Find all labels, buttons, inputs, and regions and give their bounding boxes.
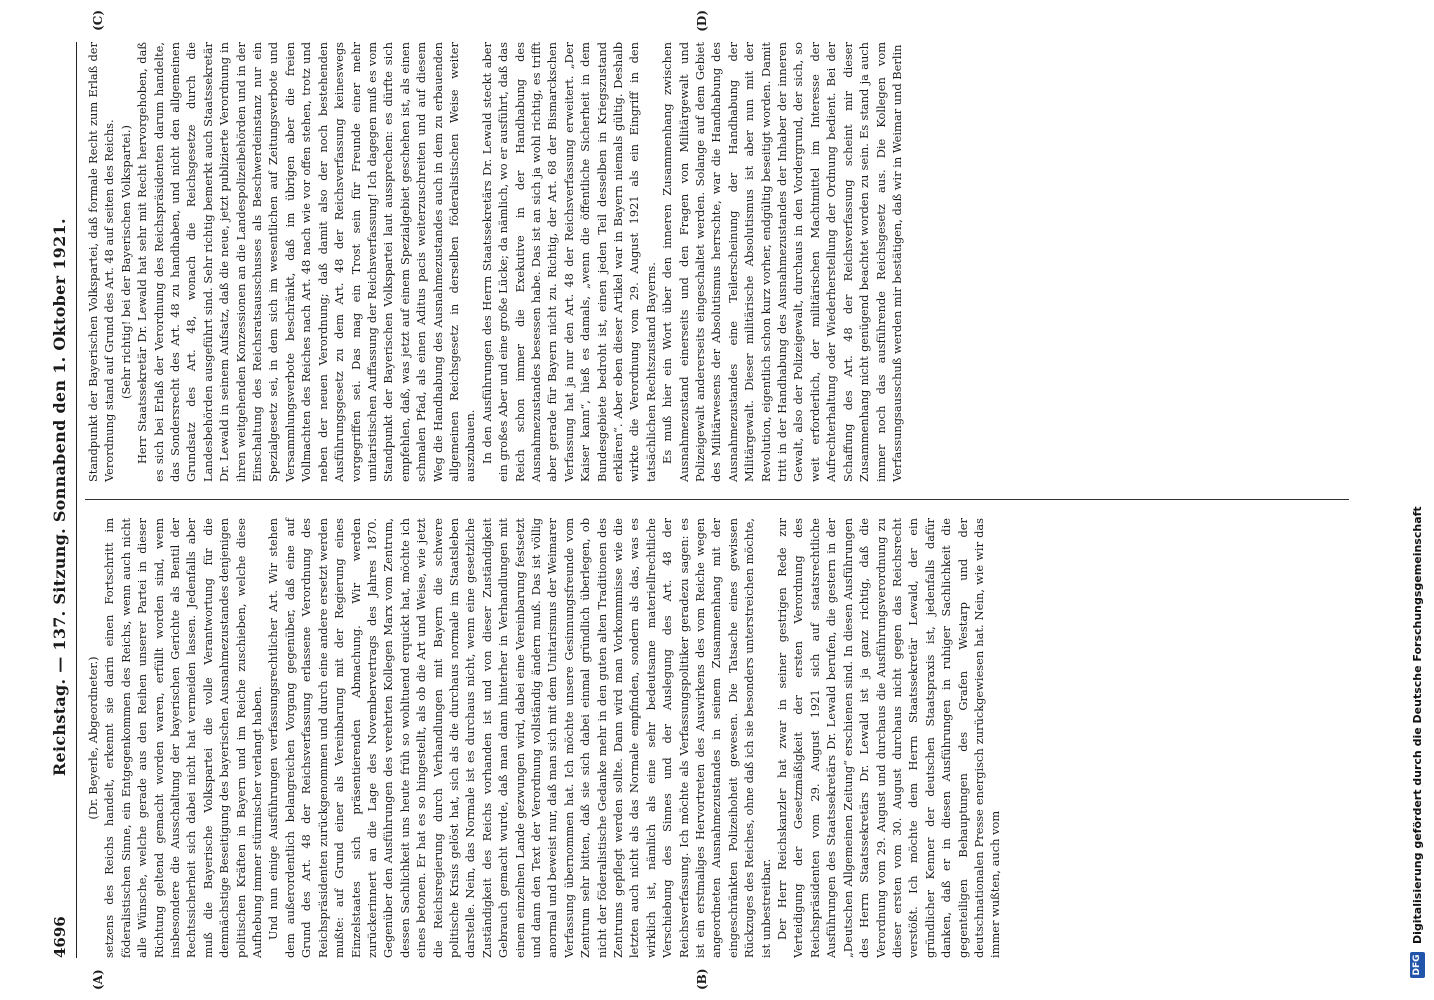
paragraph: Und nun einige Ausführungen verfassungsrechtlicher Art. Wir stehen dem außerordentlich belangreichen Vorgang gegenüber, daß eine auf Grund des Art. 48 der Reichsverfassung erlassene Verordnung des Reichspräsidenten zurückgenommen und durch eine andere ersetzt werden mußte: auf Grund einer als Vereinbarung mit der Regierung eines Einzelstaates sich präsentierenden Abmachung. Wir werden zurückerinnert an die Lage des Novembervertrags des Jahres 1870. Gegenüber den Ausführungen des verehrten Kollegen Marx vom Zentrum, dessen Sachlichkeit uns heute früh so wohltuend erquickt hat, möchte ich eines betonen. Er hat es so hingestellt, als ob die Art und Weise, wie jetzt die Reichsregierung durch Verhandlungen mit Bayern die schwere politische Krisis gelöst hat, sich als die durchaus normale im Staatsleben darstelle. Nein, das Normale ist es durchaus nicht, wenn eine gesetzliche Zuständigkeit des Reichs vorhanden ist und von dieser Zuständigkeit Gebrauch gemacht wurde, daß man dann hinterher in Verhandlungen mit einem einzelnen Lande gezwungen wird, dabei eine Vereinbarung festsetzt und dann den Text der Verordnung vollständig ändern muß. Das ist völlig anormal und beweist nur, daß man sich mit dem Unitarismus der Weimarer Verfassung übernommen hat. Ich möchte unsere Gesinnungsfreunde vom Zentrum sehr bitten, daß sie sich dabei einmal gründlich überlegen, ob nicht der föderalistische Gedanke mehr in den guten alten Traditionen des Zentrums gepflegt werden sollte. Dann wird man Vorkommnisse wie die letzten auch nicht als das Normale empfinden, sondern als das, was es wirklich ist, nämlich als eine sehr bedeutsame materiellrechtliche Verschiebung des Sinnes und der Auslegung des Art. 48 der Reichsverfassung. Ich möchte als Verfassungspolitiker geradezu sagen: es ist ein erstmaliges Hervortreten des Auswirkens des vom Reiche wegen angeordneten Ausnahmezustandes in seinem Zusammenhang mit der eingeschränkten Polizeihoheit gewesen. Die Tatsache eines gewissen Rückzuges des Reiches, ohne daß ich sie besonders unterstreichen möchte, ist unbestreitbar. <box>266 517 773 958</box>
paragraph: Herr Staatssekretär Dr. Lewald hat sehr mit Recht hervorgehoben, daß es sich bei Erlaß der Verordnung des Reichspräsidenten darum handelte, das Sondersrecht des Art. 48 zu handhaben, und nicht den allgemeinen Grundsatz des Art. 48, wonach die Reichsgesetze durch die Landesbehörden ausgeführt sind. Sehr richtig bemerkt auch Staatssekretär Dr. Lewald in seinem Aufsatz, daß die neue, jetzt publizierte Verordnung in ihren weitgehenden Konzessionen an die Landespolizeibehörden und in der Einschaltung des Reichsratsausschusses als Beschwerdeinstanz nur ein Spezialgesetz sei, in dem sich im wesentlichen auf Zeitungsverbote und Versammlungsverbote beschränkt, daß im übrigen aber die freien Vollmachten des Reiches nach Art. 48 nach wie vor offen stehen, trotz und neben der neuen Verordnung; daß damit also der noch bestehenden Ausführungsgesetz zu dem Art. 48 der Reichsverfassung keineswegs vorgegriffen sei. Das mag ein Trost sein für Freunde einer mehr unitaristischen Auffassung der Reichsverfassung! Ich dagegen muß es vom Standpunkt der Bayerischen Volkspartei laut aussprechen: es dürfte sich empfehlen, daß, was jetzt auf einem Spezialgebiet geschehen ist, als einen schmalen Pfad, als einen Aditus pacis weiterzuschreiten und auf diesem Weg die Handhabung des Ausnahmezustandes auch in dem zu erbauenden allgemeinen Reichsgesetz in derselben föderalistischen Weise weiter auszubauen. <box>135 42 478 482</box>
page-title: Reichstag. — 137. Sitzung. Sonnabend den 1. Oktober 1921. <box>50 218 69 777</box>
left-column <box>85 500 1349 958</box>
digitization-footer <box>1400 0 1434 1000</box>
paragraph: Der Herr Reichskanzler hat zwar in seiner gestrigen Rede zur Verteidigung der Gesetzmäßigkeit der ersten Verordnung des Reichspräsidenten vom 29. August 1921 sich auf staatsrechtliche Ausführungen des Staatssekretärs Dr. Lewald berufen, die gestern in der „Deutschen Allgemeinen Zeitung“ erschienen sind. In diesen Ausführungen des Herrn Staatssekretärs Dr. Lewald ist ja ganz richtig, daß die Verordnung vom 29. August und durchaus die Ausführungsverordnung zu dieser ersten vom 30. August durchaus nicht gegen das Reichsrecht verstößt. Ich möchte dem Herrn Staatssekretär Lewald, der ein gründlicher Kenner der deutschen Staatspraxis ist, jedenfalls dafür danken, daß er in diesen Ausführungen in ruhiger Sachlichkeit die gegenteiligen Behauptungen des Grafen Westarp und der deutschnationalen Presse energisch zurückgewiesen hat. Nein, wie wir das immer wußten, auch vom <box>775 518 1003 958</box>
page-number: 4696 <box>51 916 69 958</box>
margin-marker-a: (A) <box>91 969 105 990</box>
paragraph: setzens des Reichs handelt, erkennt sie darin einen Fortschritt im föderalistischen Sinne, ein Entgegenkommen des Reichs, wenn auch nicht alle Wünsche, welche gerade aus den Reihen unserer Partei in dieser Richtung geltend gemacht worden waren, erfüllt worden sind, wenn insbesondere die Ausschaltung der bayerischen Gerichte als Bentil der Rechtssicherheit sich dabei nicht hat vermeiden lassen. Jedenfalls aber muß die Bayerische Volkspartei die volle Verantwortung für die demnächstige Beseitigung des bayerischen Ausnahmezustandes denjenigen politischen Kräften in Bayern und im Reiche zuschieben, welche diese Aufhebung immer stürmischer verlangt haben. <box>102 518 265 958</box>
paragraph: (Sehr richtig! bei der Bayerischen Volkspartei.) <box>118 125 133 399</box>
right-column <box>85 42 1349 500</box>
paragraph: Standpunkt der Bayerischen Volkspartei, daß formale Recht zum Erlaß der Verordnung stand auf Grund des Art. 48 auf seiten des Reichs. <box>86 42 117 482</box>
digitization-note: Digitalisierung gefördert durch die Deutsche Forschungsgemeinschaft <box>1410 506 1424 944</box>
text-columns <box>85 10 1349 990</box>
paragraph: Es muß hier ein Wort über den inneren Zusammenhang zwischen Ausnahmezustand einerseits und den Fragen von Militärgewalt und Polizeigewalt andererseits eingeschaltet werden. Solange auf dem Gebiet des Militärwesens der Absolutismus herrschte, war die Handhabung des Ausnahmezustandes eine Teilerscheinung der Handhabung der Militärgewalt. Dieser militärische Absolutismus ist aber nun mit der Revolution, eigentlich schon kurz vorher, endgültig beseitigt worden. Damit tritt in der Handhabung des Ausnahmezustandes der Inhaber der inneren Gewalt, also der Polizeigewalt, durchaus in den Vordergrund, der sich, so weit erforderlich, der militärischen Machtmittel im Interesse der Aufrechterhaltung oder Wiederherstellung der Ordnung bedient. Bei der Schaffung des Art. 48 der Reichsverfassung scheint mir dieser Zusammenhang nicht genügend beachtet worden zu sein. Es stand ja auch immer noch das ausführende Reichsgesetz aus. Die Kollegen vom Verfassungsausschuß werden mir bestätigen, daß wir in Weimar und Berlin <box>660 42 904 482</box>
margin-marker-c: (C) <box>91 10 105 31</box>
margin-marker-b: (B) <box>695 968 709 990</box>
page-header <box>50 42 77 958</box>
dfg-logo-icon: DFG <box>1410 952 1425 978</box>
margin-marker-d: (D) <box>695 10 709 32</box>
paragraph: (Dr. Beyerle, Abgeordneter.) <box>86 656 100 820</box>
paragraph: In den Ausführungen des Herrn Staatssekretärs Dr. Lewald steckt aber ein großes Aber und eine große Lücke; da nämlich, wo er ausführt, daß das Reich schon immer die Exekutive in der Handhabung des Ausnahmezustandes besessen habe. Das ist an sich ja wohl richtig, es trifft aber gerade für Bayern nicht zu. Richtig, der Art. 68 der Bismarckschen Verfassung hat ja nur den Art. 48 der Reichsverfassung erweitert. „Der Kaiser kann“, hieß es damals, „wenn die öffentliche Sicherheit in dem Bundesgebiete bedroht ist, einen jeden Teil desselben in Kriegszustand erklären“. Aber eben dieser Artikel war in Bayern niemals gültig. Deshalb wirkte die Verordnung vom 29. August 1921 als ein Eingriff in den tatsächlichen Rechtszustand Bayerns. <box>479 42 658 482</box>
